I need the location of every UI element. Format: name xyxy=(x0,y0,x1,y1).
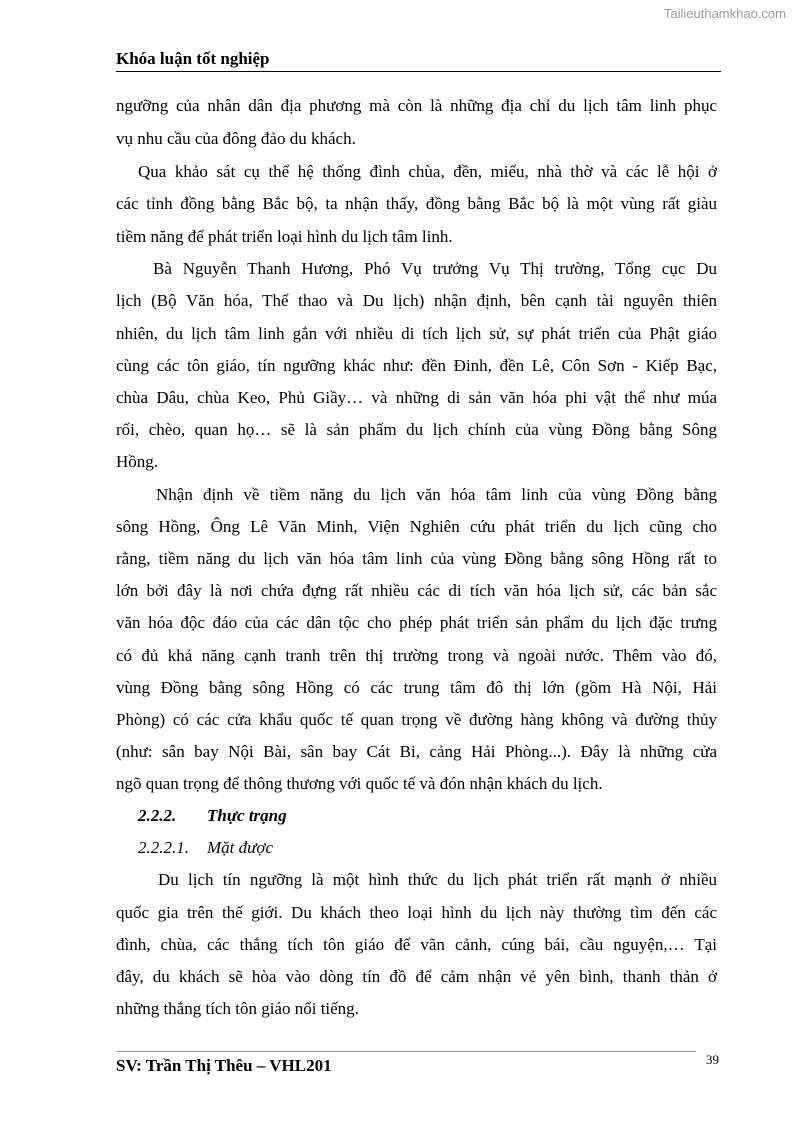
paragraph-line: Qua khảo sát cụ thể hệ thống đình chùa, đền, miếu, nhà thờ và các lễ hội ở xyxy=(138,162,717,181)
paragraph-line: lớn bởi đây là nơi chứa đựng rất nhiều các di tích văn hóa lịch sử, các bản sắc xyxy=(116,581,717,600)
paragraph-line: văn hóa độc đáo của các dân tộc cho phép phát triển sản phẩm du lịch đặc trưng xyxy=(116,613,717,632)
paragraph-line: tiềm năng để phát triển loại hình du lịch tâm linh. xyxy=(116,227,453,246)
watermark-text: Tailieuthamkhao.com xyxy=(663,6,786,21)
section-number: 2.2.2. xyxy=(138,806,177,825)
paragraph-line: lịch (Bộ Văn hóa, Thể thao và Du lịch) nhận định, bên cạnh tài nguyên thiên xyxy=(116,291,717,310)
paragraph-line: các tỉnh đồng bằng Bắc bộ, ta nhận thấy, đồng bằng Bắc bộ là một vùng rất giàu xyxy=(116,194,717,213)
paragraph-line: Phòng) có các cửa khẩu quốc tế quan trọng về đường hàng không và đường thủy xyxy=(116,710,717,729)
footer-divider xyxy=(116,1051,696,1052)
paragraph-line: sông Hồng, Ông Lê Văn Minh, Viện Nghiên cứu phát triển du lịch cũng cho xyxy=(116,517,717,536)
paragraph-line: rằng, tiềm năng du lịch văn hóa tâm linh của vùng Đồng bằng sông Hồng rất to xyxy=(116,549,717,568)
paragraph-line: cùng các tôn giáo, tín ngưỡng khác như: đền Đinh, đền Lê, Côn Sơn - Kiếp Bạc, xyxy=(116,356,717,375)
paragraph-line: Nhận định về tiềm năng du lịch văn hóa tâm linh của vùng Đồng bằng xyxy=(156,485,717,504)
subsection-heading xyxy=(138,838,739,858)
section-heading xyxy=(138,806,739,826)
header-divider xyxy=(116,71,721,72)
paragraph-line: nhiên, du lịch tâm linh gắn với nhiều di tích lịch sử, sự phát triển của Phật giáo xyxy=(116,324,717,343)
paragraph-line: Du lịch tín ngưỡng là một hình thức du lịch phát triển rất mạnh ở nhiều xyxy=(158,870,717,889)
subsection-number: 2.2.2.1. xyxy=(138,838,189,857)
paragraph-line: chùa Dâu, chùa Keo, Phủ Giầy… và những di sản văn hóa phi vật thể như múa xyxy=(116,388,717,407)
subsection-title: Mặt được xyxy=(207,838,274,857)
paragraph-line: có đủ khả năng cạnh tranh trên thị trường trong và ngoài nước. Thêm vào đó, xyxy=(116,646,717,665)
paragraph-line: đình, chùa, các thắng tích tôn giáo để vãn cảnh, cúng bái, cầu nguyện,… Tại xyxy=(116,935,717,954)
paragraph-line: Hồng. xyxy=(116,452,159,471)
section-title: Thực trạng xyxy=(207,806,287,825)
paragraph-line: quốc gia trên thế giới. Du khách theo loại hình du lịch này thường tìm đến các xyxy=(116,903,717,922)
paragraph-line: những thắng tích tôn giáo nổi tiếng. xyxy=(116,999,359,1018)
paragraph-line: vùng Đồng bằng sông Hồng có các trung tâm đô thị lớn (gồm Hà Nội, Hải xyxy=(116,678,717,697)
page-number: 39 xyxy=(706,1052,719,1067)
page-header-title: Khóa luận tốt nghiệp xyxy=(116,49,270,68)
paragraph-line: ngõ quan trọng để thông thương với quốc tế và đón nhận khách du lịch. xyxy=(116,774,603,793)
paragraph-line: Bà Nguyễn Thanh Hương, Phó Vụ trưởng Vụ Thị trường, Tổng cục Du xyxy=(153,259,717,278)
paragraph-line: ngưỡng của nhân dân địa phương mà còn là những địa chỉ du lịch tâm linh phục xyxy=(116,96,717,115)
paragraph-line: đây, du khách sẽ hòa vào dòng tín đồ để cảm nhận vẻ yên bình, thanh thản ở xyxy=(116,967,717,986)
paragraph-line: rối, chèo, quan họ… sẽ là sản phẩm du lịch chính của vùng Đồng bằng Sông xyxy=(116,420,717,439)
footer-student-info: SV: Trần Thị Thêu – VHL201 xyxy=(116,1056,332,1075)
paragraph-line: (như: sân bay Nội Bài, sân bay Cát Bi, cảng Hải Phòng...). Đây là những cửa xyxy=(116,742,717,761)
paragraph-line: vụ nhu cầu của đông đảo du khách. xyxy=(116,129,356,148)
